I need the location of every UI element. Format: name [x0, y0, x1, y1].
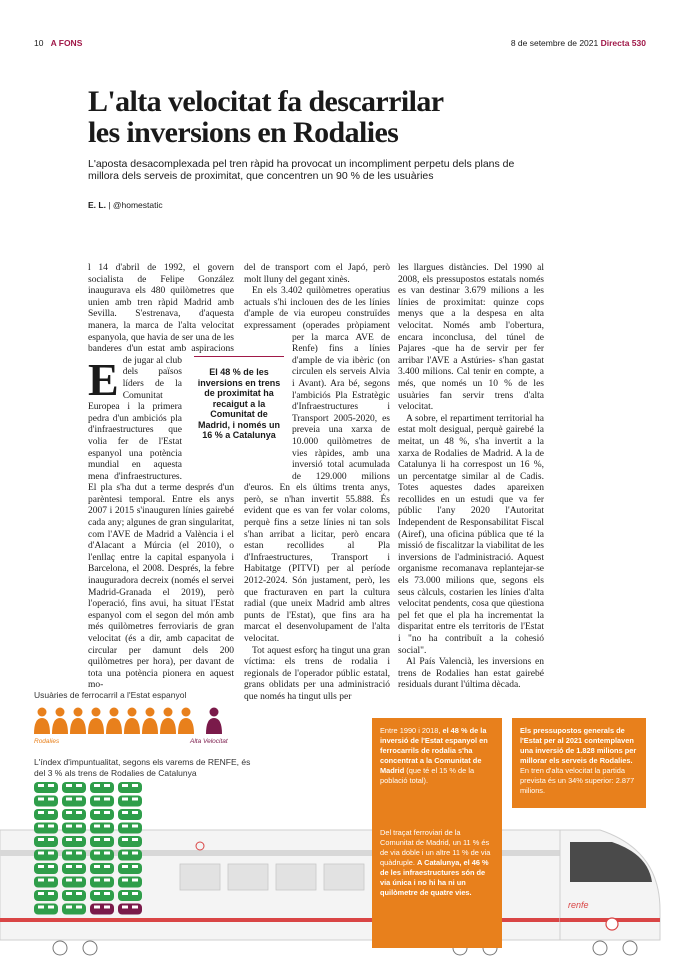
column-2-paragraph-2: En els 3.402 quilòmetres operatius actuals s'hi inclouen des de les línies d'ample de via europeu construïdes expressament (operades pròpiament per la marca AVE de Renfe) fins a línies d'ample de via ibèric (on circulen els serveis Alvia i Avant). Ara bé, segons l'ambiciós Pla Estratègic d'Infraestructures i Transport 2005-2020, es preveia una xarxa de 10.000 quilòmetres de vies ràpides, amb una inversió total acumulada de 129.000 milions d'euros. En els últims trenta anys, però, se n'han invertit 55.888. És evident que es van fer volar coloms, perquè fins a setze línies ni tan sols s'han arribat a licitar, però encara estan recollides al Pla d'Infraestructures, Transport i Habitatge (PITVI) per al període 2012-2024. Són justament, però, les que fracturaven en part la cultura radial (que uneix Madrid amb altres punts de l'Estat), que fins ara ha marcat el desenvolupament de l'alta velocitat. [244, 286, 390, 644]
train-icon-on-time [118, 823, 142, 834]
users-people-icons [34, 706, 224, 736]
section-name: A FONS [50, 38, 83, 48]
byline [88, 200, 163, 210]
info-box-1-paragraph-1: Entre 1990 i 2018, el 48 % de la inversió de l'Estat espanyol en ferrocarrils de rodalia s'ha concentrat a la Comunitat de Madrid (que té el 15 % de la població total). [380, 726, 488, 785]
train-icon-on-time [118, 836, 142, 847]
train-icon-on-time [90, 836, 114, 847]
train-icon-on-time [90, 850, 114, 861]
article-column-2 [244, 263, 390, 704]
train-icon-on-time [118, 809, 142, 820]
article-title [88, 86, 548, 148]
punctuality-text: L'índex d'impuntualitat, segons els varems de RENFE, és del 3 % als trens de Rodalies de Catalunya [34, 757, 251, 778]
renfe-logo-text: renfe [568, 900, 589, 910]
users-chart-title: Usuàries de ferrocarril a l'Estat espanyol [34, 690, 187, 700]
person-icon-rodalies [88, 708, 104, 735]
column-3-paragraph-2: A sobre, el repartiment territorial ha estat molt desigual, perquè gairebé la meitat, un 48 %, s'ha invertit a la xarxa de Rodalies de Madrid. A la de Catalunya li ha correspost un 16 %, un percentatge similar al de Cadis. Totes aquestes dades apareixen recollides en un estudi que va fer públic l'any 2020 l'Autoritat Independent de Responsabilitat Fiscal (Airef), una oficina pública que té la missió de fiscalitzar la viabilitat de les inversions de l'administració. Aquest organisme recomanava replantejar-se els 73.000 milions que, segons els seus càlculs, costarien les línies d'alta velocitat pendents, cosa que qüestiona pel fet que el pla ha incrementat la disparitat entre els territoris de l'Estat i "no ha contribuït a la cohesió social". [398, 413, 544, 656]
page-number: 10 [34, 38, 44, 48]
column-2-paragraph-3: Tot aquest esforç ha tingut una gran víctima: els trens de rodalia i regionals de l'operador públic estatal, grans oblidats per una administració que només ha tingut ulls per [244, 645, 390, 702]
train-icon-on-time [62, 890, 86, 901]
train-icon-on-time [118, 782, 142, 793]
train-icon-on-time [90, 863, 114, 874]
article-column-3 [398, 263, 544, 692]
person-icon-rodalies [52, 708, 68, 735]
train-icon-on-time [34, 877, 58, 888]
article-subtitle: L'aposta desacomplexada pel tren ràpid ha provocat un incompliment perpetu dels plans de millora dels serveis de proximitat, que concentren un 90 % de les usuàries [88, 158, 515, 182]
train-icon-on-time [34, 823, 58, 834]
train-icon-on-time [90, 809, 114, 820]
train-icon-on-time [90, 890, 114, 901]
train-icon-on-time [34, 836, 58, 847]
train-icon-on-time [118, 877, 142, 888]
column-2-paragraph-1: del de transport com el Japó, però molt lluny del gegant xinès. [244, 263, 390, 285]
train-icon-on-time [62, 850, 86, 861]
page-header-left [34, 38, 82, 48]
person-icon-rodalies [124, 708, 140, 735]
train-icon-on-time [90, 823, 114, 834]
issue-date: 8 de setembre de 2021 [510, 38, 599, 48]
train-icon-on-time [34, 796, 58, 807]
info-box-1-paragraph-2: Del traçat ferroviari de la Comunitat de Madrid, un 11 % és de via doble i un altre 11 % de via quàdruple. A Catalunya, el 46 % de les infraestructures són de via única i no hi ha ni un quilòmetre de quatre vies. [380, 828, 491, 897]
alta-velocitat-label: Alta Velocitat [190, 738, 228, 745]
train-icon-on-time [34, 890, 58, 901]
train-icon-late [90, 904, 114, 915]
person-icon-rodalies [70, 708, 86, 735]
train-icon-on-time [34, 850, 58, 861]
train-icon-on-time [118, 890, 142, 901]
info-box-budget: Els pressupostos generals de l'Estat per al 2021 contemplaven una inversió de 1.828 milions per millorar els serveis de Rodalies. En tren d'alta velocitat la partida prevista és un 34% superior: 2.877 milions. [512, 718, 646, 808]
train-icon-on-time [62, 904, 86, 915]
train-icon-on-time [62, 836, 86, 847]
train-icon-on-time [34, 904, 58, 915]
train-icon-on-time [34, 782, 58, 793]
author-handle: | @homestatic [108, 200, 163, 210]
page-header-right [511, 38, 646, 48]
rodalies-label: Rodalies [34, 738, 60, 745]
pull-quote: El 48 % de les inversions en trens de proximitat ha recaigut a la Comunitat de Madrid, i només un 16 % a Catalunya [194, 356, 284, 441]
person-icon-rodalies [34, 708, 50, 735]
train-icon-on-time [90, 782, 114, 793]
train-icon-on-time [62, 809, 86, 820]
train-icon-on-time [90, 796, 114, 807]
publication-name: Directa 530 [600, 38, 646, 48]
drop-cap: E [88, 354, 119, 405]
train-icon-on-time [62, 863, 86, 874]
train-icon-on-time [34, 809, 58, 820]
column-3-paragraph-3: Al País Valencià, les inversions en trens de Rodalies han estat gairebé residuals durant l'última dècada. [398, 657, 544, 691]
column-3-paragraph-1: les llargues distàncies. Del 1990 al 2008, els pressupostos estatals només es van destinar 3.679 milions a les línies de proximitat: quinze cops menys que a la despesa en alta velocitat. Només amb l'obertura, encara inconclusa, del túnel de Pajares -que ha de servir per fer arribar l'AVE a Astúries- s'han gastat 3.400 milions. Cal tenir en compte, a més, que només un 10 % de les usuàries fan servir trens d'alta velocitat. [398, 263, 544, 413]
person-icon-rodalies [178, 708, 194, 735]
train-icon-on-time [118, 796, 142, 807]
article-column-1 [88, 263, 234, 692]
column-1-paragraph: E l 14 d'abril de 1992, el govern socialista de Felipe González inaugurava els 480 quilòmetres que unien amb tren ràpid Madrid amb Sevilla. S'estrenava, d'aquesta manera, la marca de l'alta velocitat espanyola, que havia de ser una de les banderes d'un estat amb aspiracions de jugar al club dels països líders de la Comunitat Europea i la primera pedra d'un ambiciós pla d'infraestructures que volia fer de l'Estat espanyol una potència mundial en aquesta mena d'infraestructures. El pla s'ha dut a terme després d'un parèntesi temporal. Entre els anys 2007 i 2015 s'inauguren línies gairebé cada any; algunes de gran singularitat, com l'AVE de Madrid a València i el d'Alacant a Múrcia (el 2010), o l'enllaç entre la capital espanyola i Barcelona, el 2008. Després, la febre inauguradora decreix (només el servei Madrid-Granada el 2019), però l'operació, fins avui, ha situat l'Estat espanyol com el segon del món amb més quilòmetres ferroviaris de gran velocitat (és a dir, amb capacitat de circular per damunt dels 200 quilòmetres per hora), per davant de tota una potència pionera en aquest mo- [88, 263, 234, 691]
punctuality-train-grid [34, 782, 184, 922]
person-icon-alta-velocitat [206, 708, 222, 735]
title-line-1: L'alta velocitat fa descarrilar [88, 85, 444, 118]
train-icon-late [118, 904, 142, 915]
train-icon-on-time [62, 796, 86, 807]
train-icon-on-time [62, 823, 86, 834]
train-icon-on-time [62, 877, 86, 888]
author-name: E. L. [88, 200, 106, 210]
info-box-madrid [372, 718, 502, 948]
person-icon-rodalies [142, 708, 158, 735]
train-icon-on-time [90, 877, 114, 888]
train-icon-on-time [118, 850, 142, 861]
train-icon-on-time [34, 863, 58, 874]
person-icon-rodalies [160, 708, 176, 735]
train-icon-on-time [62, 782, 86, 793]
title-line-2: les inversions en Rodalies [88, 116, 399, 149]
person-icon-rodalies [106, 708, 122, 735]
train-icon-on-time [118, 863, 142, 874]
